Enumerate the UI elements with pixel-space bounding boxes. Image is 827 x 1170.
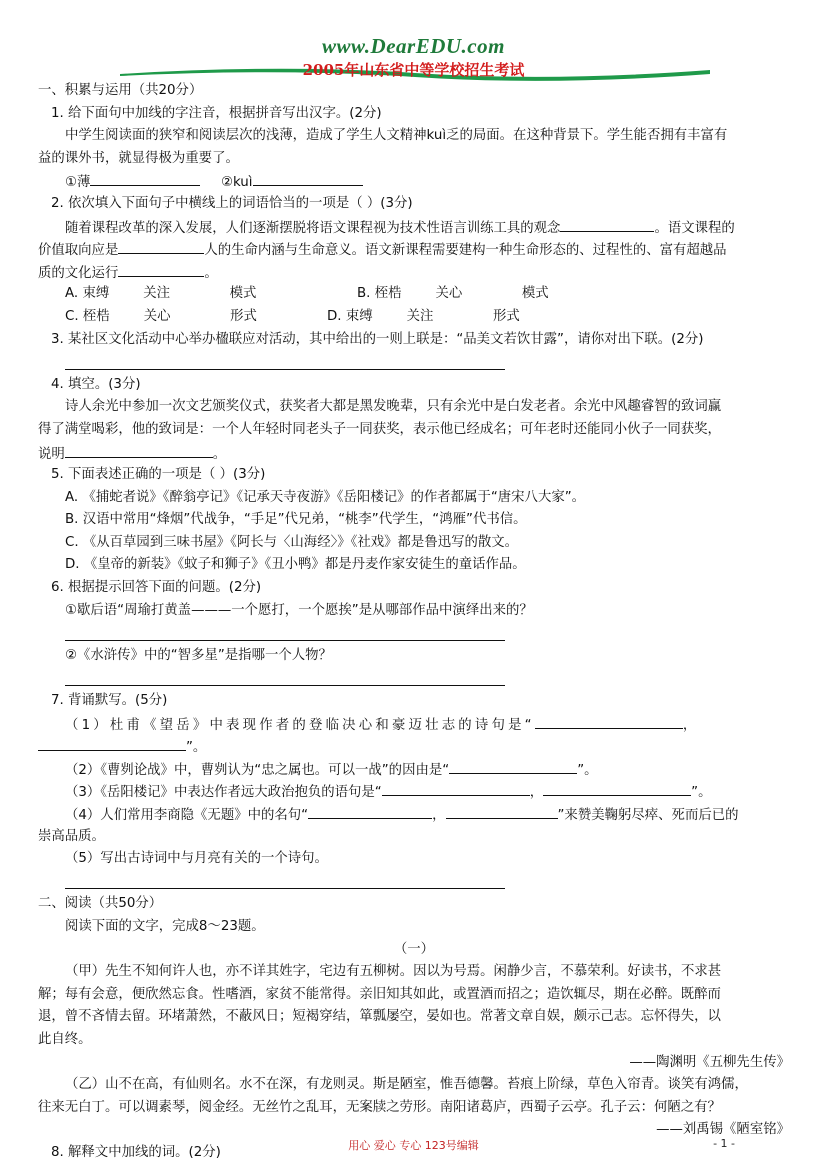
q2-text-c-part2: 。 <box>204 265 218 281</box>
q7-sub5-answer-line[interactable] <box>38 871 790 894</box>
q7-sub4 <box>38 803 790 826</box>
q1-blank2-label: ②kuì <box>220 175 253 191</box>
exam-title: 2005年山东省中等学校招生考试 <box>302 61 525 79</box>
q2-stem: 2. 依次填入下面句子中横线上的词语恰当的一项是（ ）(3分) <box>51 195 413 211</box>
q6-sub1-answer-line[interactable] <box>38 622 790 645</box>
passage-jia-line3: 退，曾不吝情去留。环堵萧然，不蔽风日；短褐穿结，箪瓢屡空，晏如也。常著文章自娱，颇示己志。忘怀得失，以 <box>38 1009 721 1025</box>
q2-text-a <box>38 216 790 239</box>
q1-blank2-field[interactable] <box>253 170 363 186</box>
q7-sub3-end: ”。 <box>691 785 712 801</box>
footer-page-number: - 1 - <box>713 1137 735 1150</box>
q7-sub4-text: （4）人们常用李商隐《无题》中的名句“ <box>65 808 309 823</box>
page-footer <box>0 1137 827 1157</box>
q2-text-b-part1: 价值取向应是 <box>38 243 119 259</box>
passage-jia-line1: （甲）先生不知何许人也，亦不详其姓字，宅边有五柳树。因以为号焉。闲静少言，不慕荣利。好读书，不求甚 <box>65 964 722 980</box>
section-1-title: 一、积累与运用（共20分） <box>38 83 203 98</box>
q7-sub3-blank2[interactable] <box>543 780 691 796</box>
passage-yi-line2: 往来无白丁。可以调素琴，阅金经。无丝竹之乱耳，无案牍之劳形。南阳诸葛庐，西蜀子云亭。孔子云：何陋之有？ <box>38 1099 721 1115</box>
q7-sub3-text: （3）《岳阳楼记》中表达作者远大政治抱负的语句是“ <box>65 785 382 801</box>
q7-sub1-blank1[interactable] <box>535 713 683 729</box>
q2-text-b-part2: 人的生命内涵与生命意义。语文新课程需要建构一种生命形态的、过程性的、富有超越品 <box>204 243 727 259</box>
q5-option-b[interactable]: B. 汉语中常用“烽烟”代战争，“手足”代兄弟，“桃李”代学生，“鸿雁”代书信。 <box>65 512 527 528</box>
q4-text-c-part2: 。 <box>212 446 227 462</box>
q2-text-a-part2: 。语文课程的 <box>654 220 735 236</box>
q7-sub4-blank2[interactable] <box>446 803 558 819</box>
q6-stem: 6. 根据提示回答下面的问题。(2分) <box>51 580 262 596</box>
q2-options-row1 <box>38 283 790 306</box>
footer-editor-note: 用心 爱心 专心 123号编辑 <box>348 1139 479 1152</box>
q2-blank3[interactable] <box>118 261 204 277</box>
q4-text-c-part1: 说明 <box>38 446 65 462</box>
q7-sub1-end: ”。 <box>186 740 207 756</box>
q6-sub2-answer-line[interactable] <box>38 667 790 690</box>
q8-stem: 8. 解释文中加线的词。(2分) <box>51 1144 221 1160</box>
q2-options-row2 <box>38 306 790 329</box>
q6-sub2: ②《水浒传》中的“智多星”是指哪一个人物？ <box>65 647 332 663</box>
q7-sub1 <box>38 713 790 736</box>
q7-stem: 7. 背诵默写。(5分) <box>51 693 168 709</box>
section-2-title: 二、阅读（共50分） <box>38 896 163 912</box>
reading-part-number: （一） <box>393 941 435 957</box>
passage-jia-source: ——陶渊明《五柳先生传》 <box>629 1054 790 1070</box>
q6-sub1: ①歇后语“周瑜打黄盖———一个愿打，一个愿挨”是从哪部作品中演绎出来的？ <box>65 602 533 618</box>
q1-stem: 1. 给下面句中加线的字注音，根据拼音写出汉字。(2分) <box>51 105 382 121</box>
q7-sub1-comma: ， <box>682 717 697 733</box>
q2-text-c-part1: 质的文化运行 <box>38 265 119 281</box>
site-url-logo[interactable]: www.DearEDU.com <box>322 34 505 58</box>
passage-yi-line1: （乙）山不在高，有仙则名。水不在深，有龙则灵。斯是陋室，惟吾德馨。苔痕上阶绿，草色入帘青。谈笑有鸿儒， <box>65 1077 748 1093</box>
q7-sub2-blank[interactable] <box>449 758 577 774</box>
q1-text-b: 益的课外书，就显得极为重要了。 <box>38 150 239 166</box>
q4-text-b: 得了满堂喝彩，他的致词是：一个人年轻时同老头子一同获奖，表示他已经成名；可年老时还能同小伙子一同获奖， <box>38 421 721 437</box>
q7-sub2-end: ”。 <box>577 762 598 778</box>
q1-blanks <box>38 170 790 193</box>
q7-sub1-text: （1）杜甫《望岳》中表现作者的登临决心和豪迈壮志的诗句是“ <box>65 717 535 733</box>
q7-sub5: （5）写出古诗词中与月亮有关的一个诗句。 <box>65 851 328 867</box>
passage-yi-source: ——刘禹锡《陋室铭》 <box>656 1122 790 1138</box>
q7-sub4-comma: ， <box>432 808 446 823</box>
q7-sub3-comma: ， <box>529 785 544 801</box>
q7-sub1-blank2[interactable] <box>38 735 186 751</box>
q5-option-a[interactable]: A. 《捕蛇者说》《醉翁亭记》《记承天寺夜游》《岳阳楼记》的作者都属于“唐宋八大家”。 <box>65 489 586 505</box>
q2-option-c[interactable]: C. 桎梏 关心 形式 <box>65 308 257 324</box>
q1-blank1-field[interactable] <box>90 170 200 186</box>
q4-text-a: 诗人余光中参加一次文艺颁奖仪式，获奖者大都是黑发晚辈，只有余光中是白发老者。余光中风趣睿智的致词赢 <box>65 399 722 415</box>
q1-text-a: 中学生阅读面的狭窄和阅读层次的浅薄，造成了学生人文精神kuì乏的局面。在这种背景下。学生能否拥有丰富有 <box>65 128 728 144</box>
q2-option-d[interactable]: D. 束缚 关注 形式 <box>327 308 520 324</box>
q2-option-b[interactable]: B. 桎梏 关心 模式 <box>357 286 549 302</box>
q7-sub2-text: （2）《曹刿论战》中，曹刿认为“忠之属也。可以一战”的因由是“ <box>65 762 450 778</box>
q7-sub3-blank1[interactable] <box>382 780 530 796</box>
q7-sub4-end: ”来赞美鞠躬尽瘁、死而后已的 <box>557 808 739 823</box>
q7-sub1-cont <box>38 735 790 758</box>
q2-blank2[interactable] <box>118 238 204 254</box>
q4-blank[interactable] <box>65 442 213 458</box>
q2-text-c <box>38 261 790 284</box>
q7-sub4-cont: 崇高品质。 <box>38 828 105 844</box>
q1-blank1-label: ①薄 <box>65 175 91 191</box>
q4-text-c <box>38 442 790 465</box>
q4-stem: 4. 填空。(3分) <box>51 376 141 392</box>
q2-blank1[interactable] <box>560 216 654 232</box>
reading-intro: 阅读下面的文字，完成8～23题。 <box>65 918 265 934</box>
q7-sub3 <box>38 780 790 803</box>
q3-answer-line[interactable] <box>38 351 790 374</box>
q3-stem: 3. 某社区文化活动中心举办楹联应对活动，其中给出的一则上联是：“品美文若饮甘露”，请你对出下联。(2分) <box>51 331 704 347</box>
passage-jia-line4: 此自终。 <box>38 1031 92 1047</box>
exam-content <box>38 80 790 1165</box>
q5-stem: 5. 下面表述正确的一项是（ ）(3分) <box>51 467 266 483</box>
q2-text-b <box>38 238 790 261</box>
q2-option-a[interactable]: A. 束缚 关注 模式 <box>65 286 257 302</box>
q5-option-d[interactable]: D. 《皇帝的新装》《蚊子和狮子》《丑小鸭》都是丹麦作家安徒生的童话作品。 <box>65 557 526 573</box>
q7-sub2 <box>38 758 790 781</box>
q2-text-a-part1: 随着课程改革的深入发展，人们逐渐摆脱将语文课程视为技术性语言训练工具的观念 <box>65 220 561 236</box>
passage-jia-line2: 解；每有会意，便欣然忘食。性嗜酒，家贫不能常得。亲旧知其如此，或置酒而招之；造饮辄尽，期在必醉。既醉而 <box>38 986 721 1002</box>
q5-option-c[interactable]: C. 《从百草园到三味书屋》《阿长与〈山海经〉》《社戏》都是鲁迅写的散文。 <box>65 534 519 550</box>
q7-sub4-blank1[interactable] <box>308 803 432 819</box>
